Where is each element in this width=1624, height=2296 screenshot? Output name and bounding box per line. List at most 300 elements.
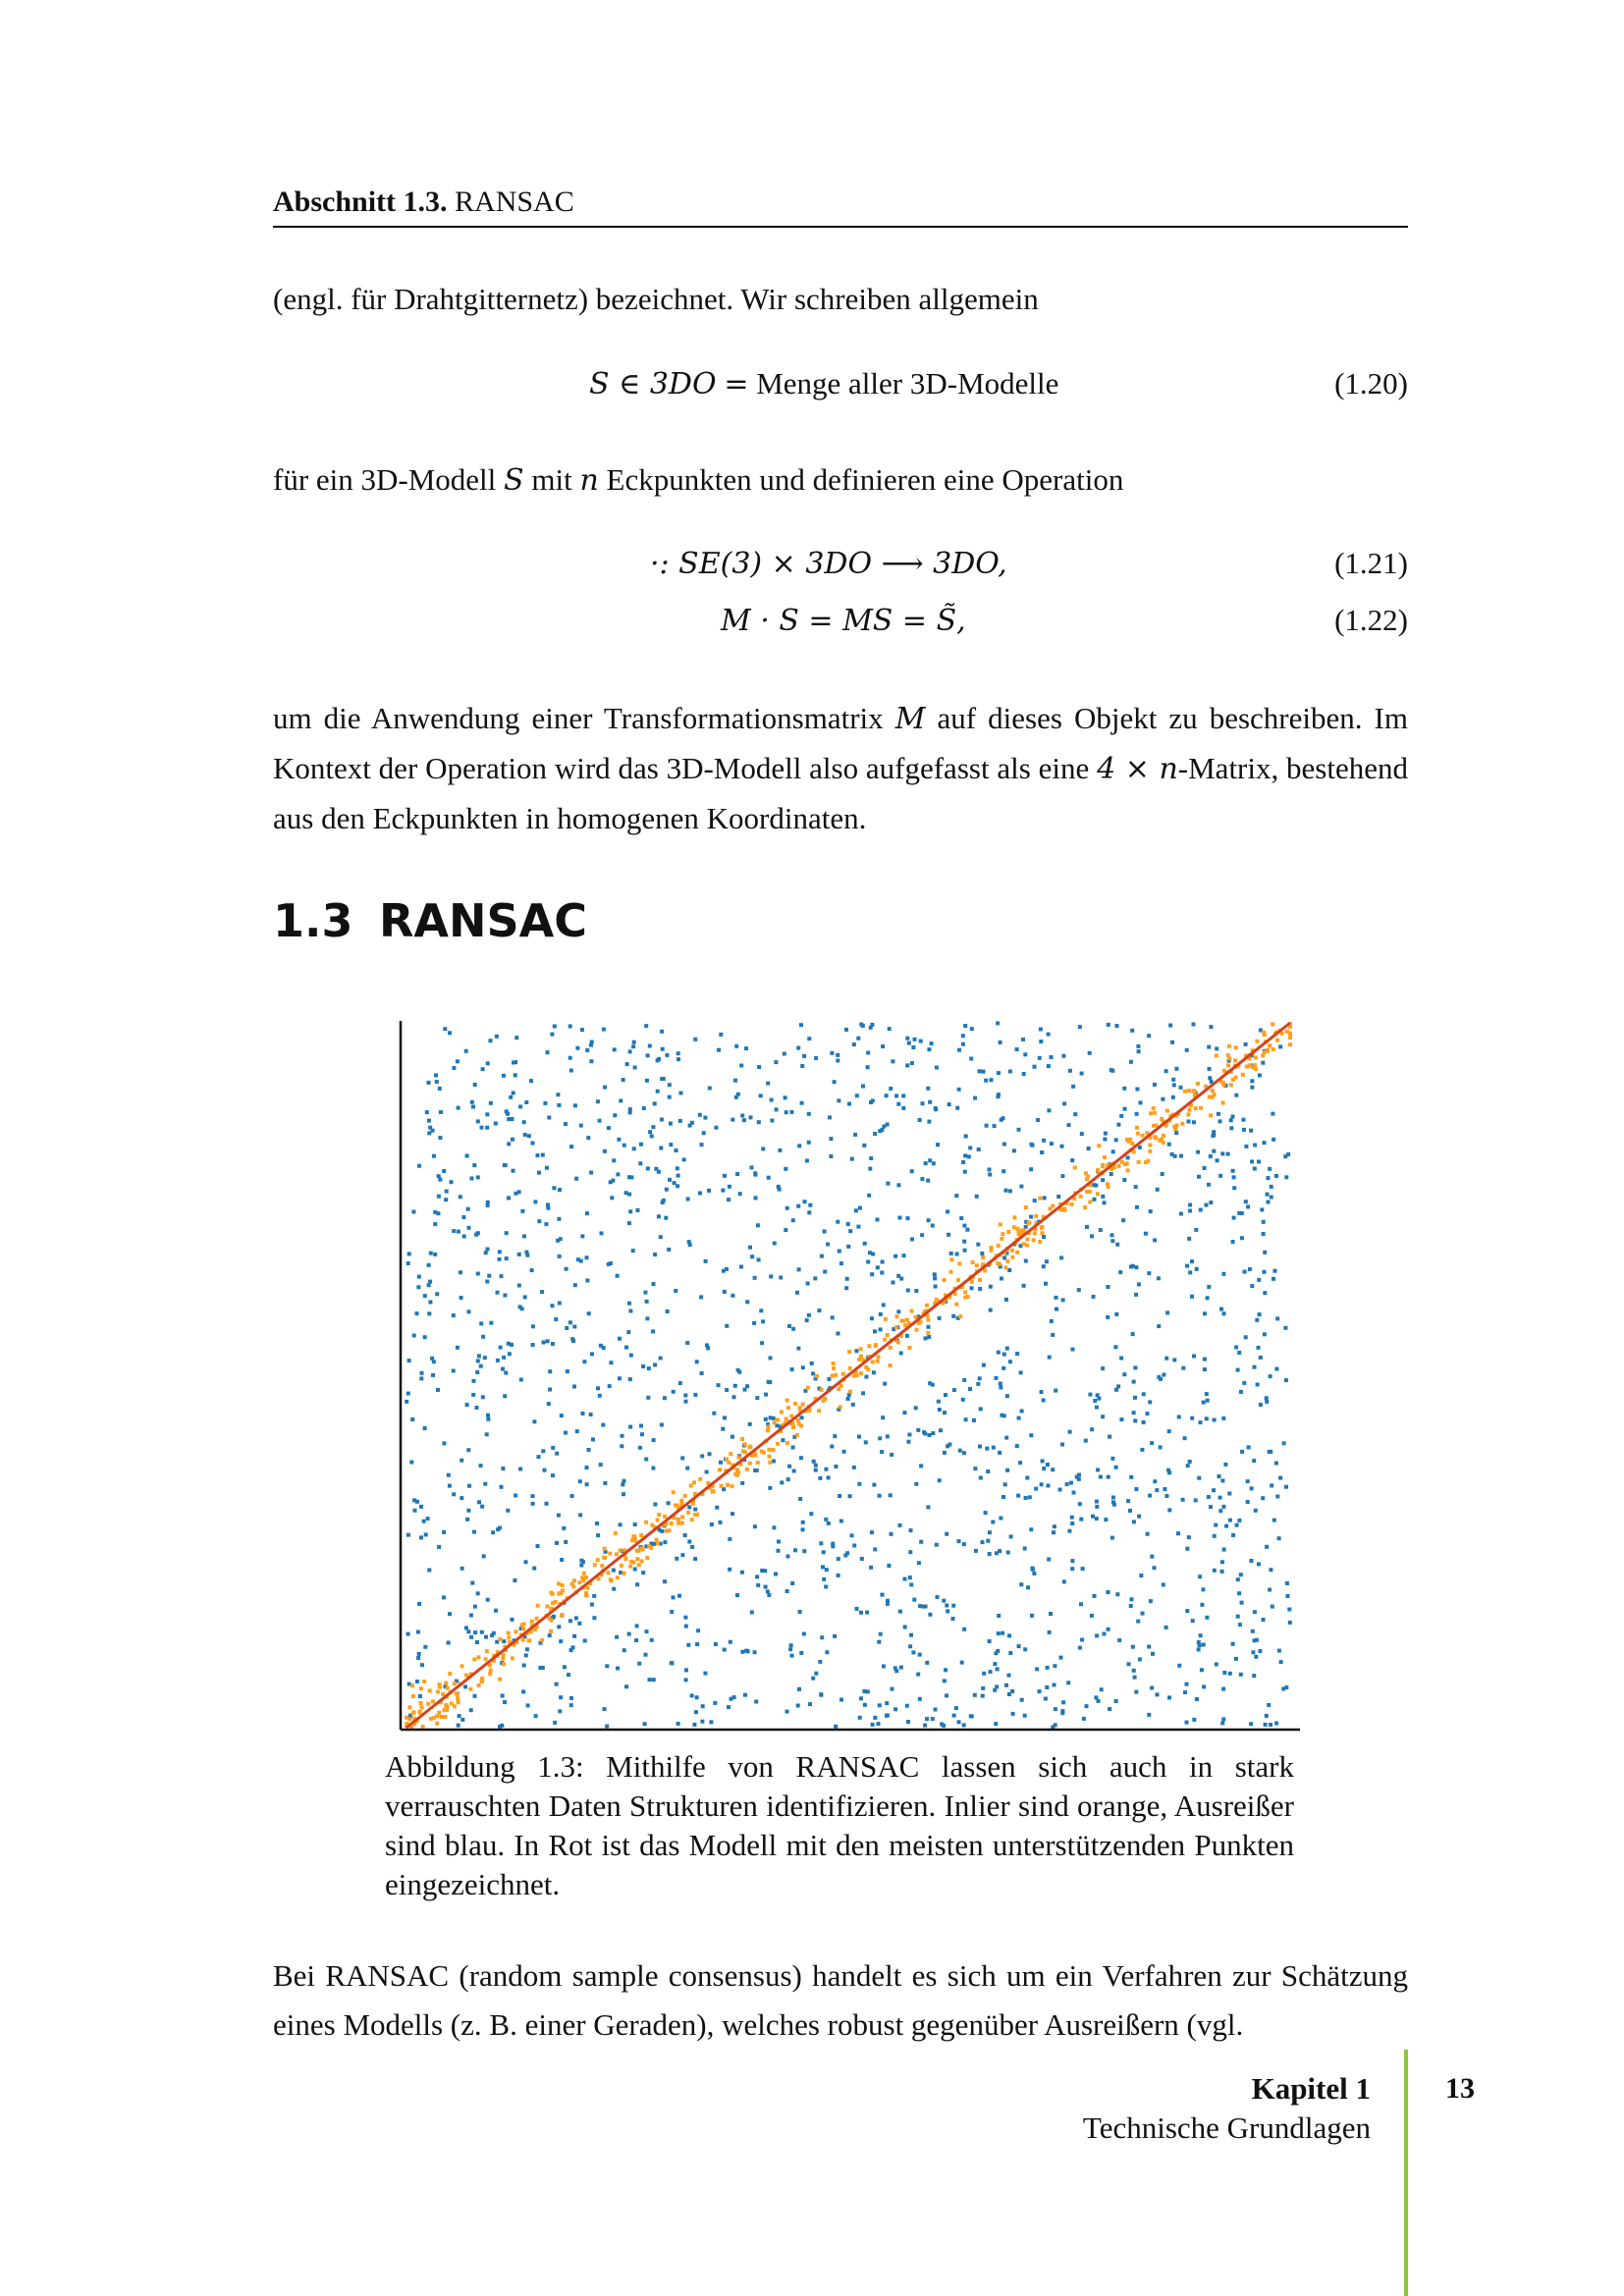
- inlier-point: [1226, 1063, 1230, 1067]
- outlier-point: [909, 1633, 913, 1637]
- outlier-point: [1272, 1277, 1275, 1281]
- outlier-point: [1172, 1358, 1176, 1362]
- outlier-point: [725, 1267, 729, 1271]
- outlier-point: [808, 1203, 812, 1207]
- outlier-point: [778, 1148, 782, 1152]
- outlier-point: [1021, 1038, 1025, 1041]
- outlier-point: [517, 1284, 521, 1288]
- outlier-point: [954, 1194, 958, 1198]
- inlier-point: [718, 1468, 722, 1471]
- outlier-point: [828, 1115, 832, 1119]
- inlier-point: [435, 1722, 439, 1726]
- outlier-point: [496, 1291, 500, 1295]
- outlier-point: [721, 1189, 725, 1193]
- outlier-point: [417, 1652, 421, 1656]
- outlier-point: [585, 1255, 589, 1259]
- outlier-point: [580, 1234, 584, 1238]
- outlier-point: [859, 1611, 863, 1615]
- outlier-point: [817, 1308, 821, 1312]
- outlier-point: [738, 1192, 742, 1196]
- outlier-point: [586, 1136, 590, 1140]
- outlier-point: [1129, 1060, 1133, 1064]
- outlier-point: [571, 1645, 575, 1649]
- outlier-point: [907, 1433, 911, 1437]
- inlier-point: [822, 1399, 826, 1403]
- inlier-point: [679, 1499, 683, 1503]
- outlier-point: [927, 1218, 931, 1222]
- inlier-point: [511, 1656, 514, 1660]
- outlier-point: [667, 1248, 671, 1252]
- outlier-point: [940, 1722, 944, 1726]
- inlier-point: [894, 1326, 898, 1330]
- outlier-point: [685, 1467, 689, 1470]
- outlier-point: [922, 1430, 926, 1434]
- outlier-point: [1282, 1441, 1286, 1445]
- inlier-point: [1033, 1231, 1037, 1235]
- outlier-point: [1062, 1101, 1066, 1105]
- outlier-point: [855, 1094, 859, 1097]
- outlier-point: [919, 1464, 923, 1468]
- inlier-point: [785, 1417, 788, 1421]
- inlier-point: [453, 1682, 457, 1685]
- outlier-point: [1240, 1601, 1244, 1605]
- outlier-point: [886, 1599, 890, 1603]
- outlier-point: [1150, 1555, 1154, 1559]
- outlier-point: [1179, 1212, 1183, 1216]
- outlier-point: [660, 1118, 664, 1122]
- outlier-point: [1265, 1400, 1269, 1404]
- outlier-point: [676, 1166, 679, 1170]
- inlier-point: [644, 1521, 648, 1524]
- outlier-point: [756, 1223, 760, 1227]
- outlier-point: [712, 1412, 716, 1415]
- outlier-point: [852, 1042, 856, 1046]
- outlier-point: [1288, 1621, 1292, 1625]
- outlier-point: [896, 1274, 900, 1278]
- outlier-point: [988, 1173, 992, 1177]
- inlier-point: [615, 1552, 619, 1556]
- outlier-point: [753, 1524, 757, 1528]
- running-head: [273, 183, 1408, 228]
- outlier-point: [717, 1048, 721, 1052]
- outlier-point: [511, 1618, 514, 1622]
- outlier-point: [464, 1049, 468, 1053]
- outlier-point: [1134, 1265, 1138, 1269]
- inlier-point: [448, 1672, 452, 1676]
- inlier-point: [616, 1575, 620, 1579]
- outlier-point: [574, 1177, 578, 1181]
- outlier-point: [1107, 1475, 1110, 1479]
- outlier-point: [1043, 1196, 1047, 1200]
- outlier-point: [688, 1124, 692, 1128]
- outlier-point: [1177, 1664, 1181, 1668]
- outlier-point: [1110, 1233, 1114, 1237]
- outlier-point: [859, 1696, 863, 1700]
- section-title: RANSAC: [379, 894, 588, 947]
- outlier-point: [435, 1292, 439, 1296]
- outlier-point: [1133, 1365, 1137, 1369]
- outlier-point: [778, 1188, 782, 1192]
- outlier-point: [433, 1253, 437, 1256]
- outlier-point: [624, 1191, 628, 1195]
- inlier-point: [1183, 1090, 1187, 1094]
- outlier-point: [582, 1360, 586, 1363]
- outlier-point: [1190, 1416, 1194, 1420]
- outlier-point: [507, 1196, 511, 1200]
- inlier-point: [1038, 1197, 1042, 1201]
- outlier-point: [914, 1482, 918, 1486]
- outlier-point: [830, 1051, 834, 1055]
- outlier-point: [1121, 1218, 1125, 1222]
- outlier-point: [1106, 1315, 1110, 1319]
- outlier-point: [850, 1157, 854, 1161]
- inlier-point: [1196, 1082, 1200, 1086]
- outlier-point: [902, 1411, 906, 1415]
- outlier-point: [947, 1233, 950, 1237]
- outlier-point: [918, 1118, 922, 1122]
- inlier-point: [997, 1244, 1001, 1248]
- outlier-point: [672, 1390, 676, 1394]
- outlier-point: [603, 1481, 607, 1485]
- outlier-point: [645, 1300, 649, 1304]
- inlier-point: [731, 1484, 734, 1488]
- outlier-point: [999, 1517, 1002, 1521]
- outlier-point: [775, 1107, 779, 1111]
- inlier-point: [610, 1578, 614, 1582]
- outlier-point: [1035, 1667, 1039, 1671]
- inlier-point: [1126, 1168, 1130, 1172]
- inlier-point: [623, 1557, 627, 1561]
- outlier-point: [1197, 1647, 1201, 1651]
- outlier-point: [1041, 1459, 1045, 1463]
- inlier-point: [457, 1700, 460, 1704]
- outlier-point: [625, 1062, 629, 1066]
- inlier-point: [956, 1278, 960, 1282]
- outlier-point: [1250, 1284, 1254, 1288]
- outlier-point: [719, 1461, 723, 1465]
- outlier-point: [927, 1047, 931, 1051]
- outlier-point: [473, 1630, 477, 1634]
- outlier-point: [1122, 1178, 1126, 1182]
- outlier-point: [1272, 1519, 1276, 1522]
- inlier-point: [680, 1522, 684, 1525]
- outlier-point: [1153, 1566, 1157, 1570]
- outlier-point: [648, 1130, 652, 1134]
- outlier-point: [1269, 1374, 1272, 1378]
- outlier-point: [620, 1444, 623, 1448]
- outlier-point: [1181, 1366, 1185, 1370]
- outlier-point: [663, 1579, 667, 1583]
- outlier-point: [1250, 1159, 1254, 1163]
- inlier-point: [608, 1552, 612, 1556]
- inlier-point: [1255, 1040, 1259, 1043]
- outlier-point: [806, 1282, 810, 1286]
- outlier-point: [896, 1102, 900, 1106]
- outlier-point: [1044, 1697, 1048, 1701]
- outlier-point: [1122, 1087, 1126, 1091]
- outlier-point: [693, 1393, 697, 1397]
- inlier-point: [614, 1531, 618, 1535]
- outlier-point: [1066, 1681, 1070, 1684]
- outlier-point: [452, 1369, 456, 1373]
- inlier-point: [691, 1502, 695, 1506]
- outlier-point: [698, 1113, 702, 1117]
- outlier-point: [882, 1125, 886, 1129]
- outlier-point: [1236, 1577, 1240, 1581]
- outlier-point: [1188, 1209, 1192, 1213]
- outlier-point: [503, 1294, 507, 1298]
- outlier-point: [836, 1053, 839, 1057]
- outlier-point: [666, 1309, 670, 1313]
- inlier-point: [572, 1578, 576, 1582]
- outlier-point: [526, 1703, 530, 1707]
- inlier-point: [726, 1483, 730, 1487]
- outlier-point: [696, 1629, 700, 1632]
- outlier-point: [920, 1233, 924, 1237]
- outlier-point: [1093, 1399, 1097, 1403]
- outlier-point: [701, 1704, 705, 1708]
- inlier-point: [1180, 1122, 1184, 1126]
- inlier-point: [1187, 1108, 1191, 1112]
- outlier-point: [1249, 1129, 1253, 1133]
- inlier-point: [584, 1575, 588, 1579]
- outlier-point: [1232, 1216, 1236, 1220]
- outlier-point: [963, 1170, 967, 1174]
- inlier-point: [883, 1338, 887, 1342]
- outlier-point: [469, 1708, 473, 1712]
- outlier-point: [1069, 1481, 1073, 1485]
- outlier-point: [963, 1249, 967, 1253]
- inlier-point: [766, 1428, 770, 1432]
- outlier-point: [522, 1120, 526, 1124]
- outlier-point: [750, 1255, 754, 1258]
- outlier-point: [489, 1039, 493, 1042]
- outlier-point: [889, 1493, 893, 1497]
- inlier-point: [549, 1629, 553, 1633]
- outlier-point: [932, 1161, 936, 1165]
- outlier-point: [1212, 1149, 1216, 1153]
- outlier-point: [1073, 1112, 1077, 1116]
- outlier-point: [994, 1651, 998, 1655]
- outlier-point: [725, 1388, 729, 1392]
- outlier-point: [704, 1259, 708, 1263]
- outlier-point: [1171, 1078, 1175, 1082]
- outlier-point: [1079, 1518, 1083, 1522]
- outlier-point: [928, 1381, 932, 1385]
- outlier-point: [555, 1541, 559, 1545]
- outlier-point: [1007, 1674, 1011, 1678]
- outlier-point: [984, 1079, 988, 1083]
- outlier-point: [619, 1522, 623, 1526]
- inlier-point: [1199, 1106, 1203, 1110]
- paragraph-4: Bei RANSAC (random sample consensus) handelt es sich um ein Verfahren zur Schätzung eines Modells (z. B. einer Geraden), welches robust gegenüber Ausreißern (vgl.: [273, 1958, 1408, 2042]
- outlier-point: [910, 1061, 914, 1065]
- outlier-point: [805, 1318, 809, 1322]
- outlier-point: [1088, 1051, 1092, 1055]
- outlier-point: [505, 1231, 509, 1235]
- inlier-point: [1194, 1106, 1198, 1110]
- inlier-point: [996, 1261, 1000, 1265]
- outlier-point: [1056, 1195, 1060, 1199]
- inlier-point: [798, 1406, 802, 1410]
- outlier-point: [702, 1131, 706, 1135]
- outlier-point: [1228, 1519, 1232, 1522]
- outlier-point: [639, 1424, 643, 1428]
- outlier-point: [919, 1540, 923, 1544]
- outlier-point: [496, 1527, 500, 1531]
- outlier-point: [647, 1366, 651, 1370]
- outlier-point: [1107, 1023, 1110, 1027]
- outlier-point: [1114, 1699, 1118, 1703]
- outlier-point: [962, 1224, 966, 1228]
- outlier-point: [509, 1095, 513, 1099]
- outlier-point: [750, 1165, 754, 1169]
- outlier-point: [924, 1161, 928, 1165]
- outlier-point: [1194, 1498, 1198, 1502]
- outlier-point: [432, 1154, 436, 1158]
- outlier-point: [728, 1568, 731, 1572]
- outlier-point: [1028, 1495, 1032, 1499]
- outlier-point: [1084, 1439, 1088, 1443]
- outlier-point: [1172, 1083, 1176, 1087]
- inlier-point: [954, 1303, 958, 1307]
- outlier-point: [821, 1565, 825, 1569]
- inlier-point: [1209, 1113, 1213, 1117]
- outlier-point: [590, 1041, 594, 1044]
- inlier-point: [848, 1390, 852, 1394]
- outlier-point: [431, 1373, 435, 1377]
- inlier-point: [1141, 1134, 1145, 1138]
- inlier-point: [1041, 1231, 1045, 1235]
- outlier-point: [1185, 1264, 1189, 1268]
- outlier-point: [886, 1713, 890, 1717]
- outlier-point: [962, 1378, 966, 1382]
- outlier-point: [569, 1145, 573, 1148]
- outlier-point: [919, 1040, 923, 1043]
- outlier-point: [1278, 1044, 1282, 1048]
- outlier-point: [797, 1144, 801, 1148]
- outlier-point: [1161, 1172, 1164, 1176]
- outlier-point: [527, 1134, 531, 1138]
- outlier-point: [1088, 1393, 1092, 1397]
- outlier-point: [785, 1710, 789, 1714]
- outlier-point: [551, 1304, 555, 1308]
- outlier-point: [1119, 1417, 1123, 1421]
- outlier-point: [1030, 1614, 1034, 1618]
- outlier-point: [578, 1479, 582, 1483]
- inlier-point: [428, 1688, 432, 1692]
- outlier-point: [641, 1364, 645, 1368]
- outlier-point: [825, 1650, 829, 1654]
- outlier-point: [411, 1210, 415, 1214]
- outlier-point: [1022, 1072, 1026, 1076]
- outlier-point: [415, 1500, 419, 1504]
- inlier-point: [963, 1291, 967, 1295]
- outlier-point: [1185, 1547, 1189, 1551]
- inlier-point: [907, 1346, 911, 1350]
- outlier-point: [457, 1230, 460, 1234]
- outlier-point: [485, 1112, 489, 1116]
- outlier-point: [869, 1156, 873, 1160]
- outlier-point: [1164, 1357, 1168, 1361]
- outlier-point: [436, 1388, 440, 1392]
- outlier-point: [1231, 1533, 1235, 1537]
- paragraph-3-matrix-dim: 4 × n: [1097, 752, 1178, 786]
- outlier-point: [600, 1231, 604, 1235]
- outlier-point: [736, 1368, 740, 1372]
- outlier-point: [791, 1446, 795, 1450]
- outlier-point: [1023, 1547, 1027, 1551]
- outlier-point: [714, 1126, 718, 1130]
- outlier-point: [672, 1595, 676, 1599]
- outlier-point: [605, 1725, 609, 1729]
- outlier-point: [622, 1479, 625, 1483]
- outlier-point: [1147, 1034, 1151, 1038]
- outlier-point: [523, 1133, 527, 1137]
- outlier-point: [543, 1101, 547, 1105]
- outlier-point: [1267, 1176, 1271, 1180]
- outlier-point: [755, 1396, 759, 1400]
- outlier-point: [1185, 1048, 1189, 1052]
- inlier-point: [975, 1263, 979, 1267]
- outlier-point: [657, 1170, 661, 1174]
- inlier-point: [633, 1539, 637, 1543]
- outlier-point: [558, 1188, 562, 1192]
- outlier-point: [764, 1585, 768, 1589]
- inlier-point: [780, 1411, 784, 1415]
- outlier-point: [703, 1672, 707, 1676]
- outlier-point: [1216, 1158, 1219, 1162]
- outlier-point: [489, 1321, 493, 1325]
- outlier-point: [579, 1259, 583, 1263]
- outlier-point: [664, 1216, 668, 1220]
- outlier-point: [830, 1445, 834, 1449]
- inlier-point: [859, 1371, 863, 1375]
- outlier-point: [1263, 1291, 1267, 1295]
- outlier-point: [695, 1642, 699, 1646]
- inlier-point: [686, 1511, 690, 1515]
- outlier-point: [1265, 1714, 1269, 1718]
- outlier-point: [1115, 1592, 1119, 1596]
- outlier-point: [418, 1694, 422, 1698]
- outlier-point: [733, 1079, 737, 1083]
- outlier-point: [1197, 1476, 1201, 1480]
- outlier-point: [1117, 1638, 1121, 1642]
- outlier-point: [997, 1631, 1001, 1635]
- outlier-point: [1212, 1130, 1216, 1134]
- outlier-point: [415, 1311, 419, 1315]
- outlier-point: [1045, 1259, 1049, 1263]
- inlier-point: [1153, 1111, 1157, 1115]
- outlier-point: [1284, 1685, 1288, 1689]
- outlier-point: [862, 1144, 866, 1148]
- outlier-point: [554, 1317, 558, 1321]
- inlier-point: [1154, 1136, 1158, 1140]
- outlier-point: [714, 1642, 718, 1646]
- outlier-point: [1059, 1656, 1063, 1660]
- outlier-point: [876, 1218, 880, 1222]
- outlier-point: [876, 1265, 880, 1269]
- outlier-point: [973, 1693, 977, 1697]
- outlier-point: [912, 1598, 916, 1602]
- outlier-point: [834, 1465, 838, 1468]
- outlier-point: [1207, 1045, 1211, 1049]
- outlier-point: [551, 1473, 555, 1477]
- outlier-point: [1019, 1582, 1023, 1586]
- inlier-point: [680, 1515, 684, 1519]
- outlier-point: [772, 1525, 776, 1529]
- outlier-point: [1115, 1024, 1119, 1028]
